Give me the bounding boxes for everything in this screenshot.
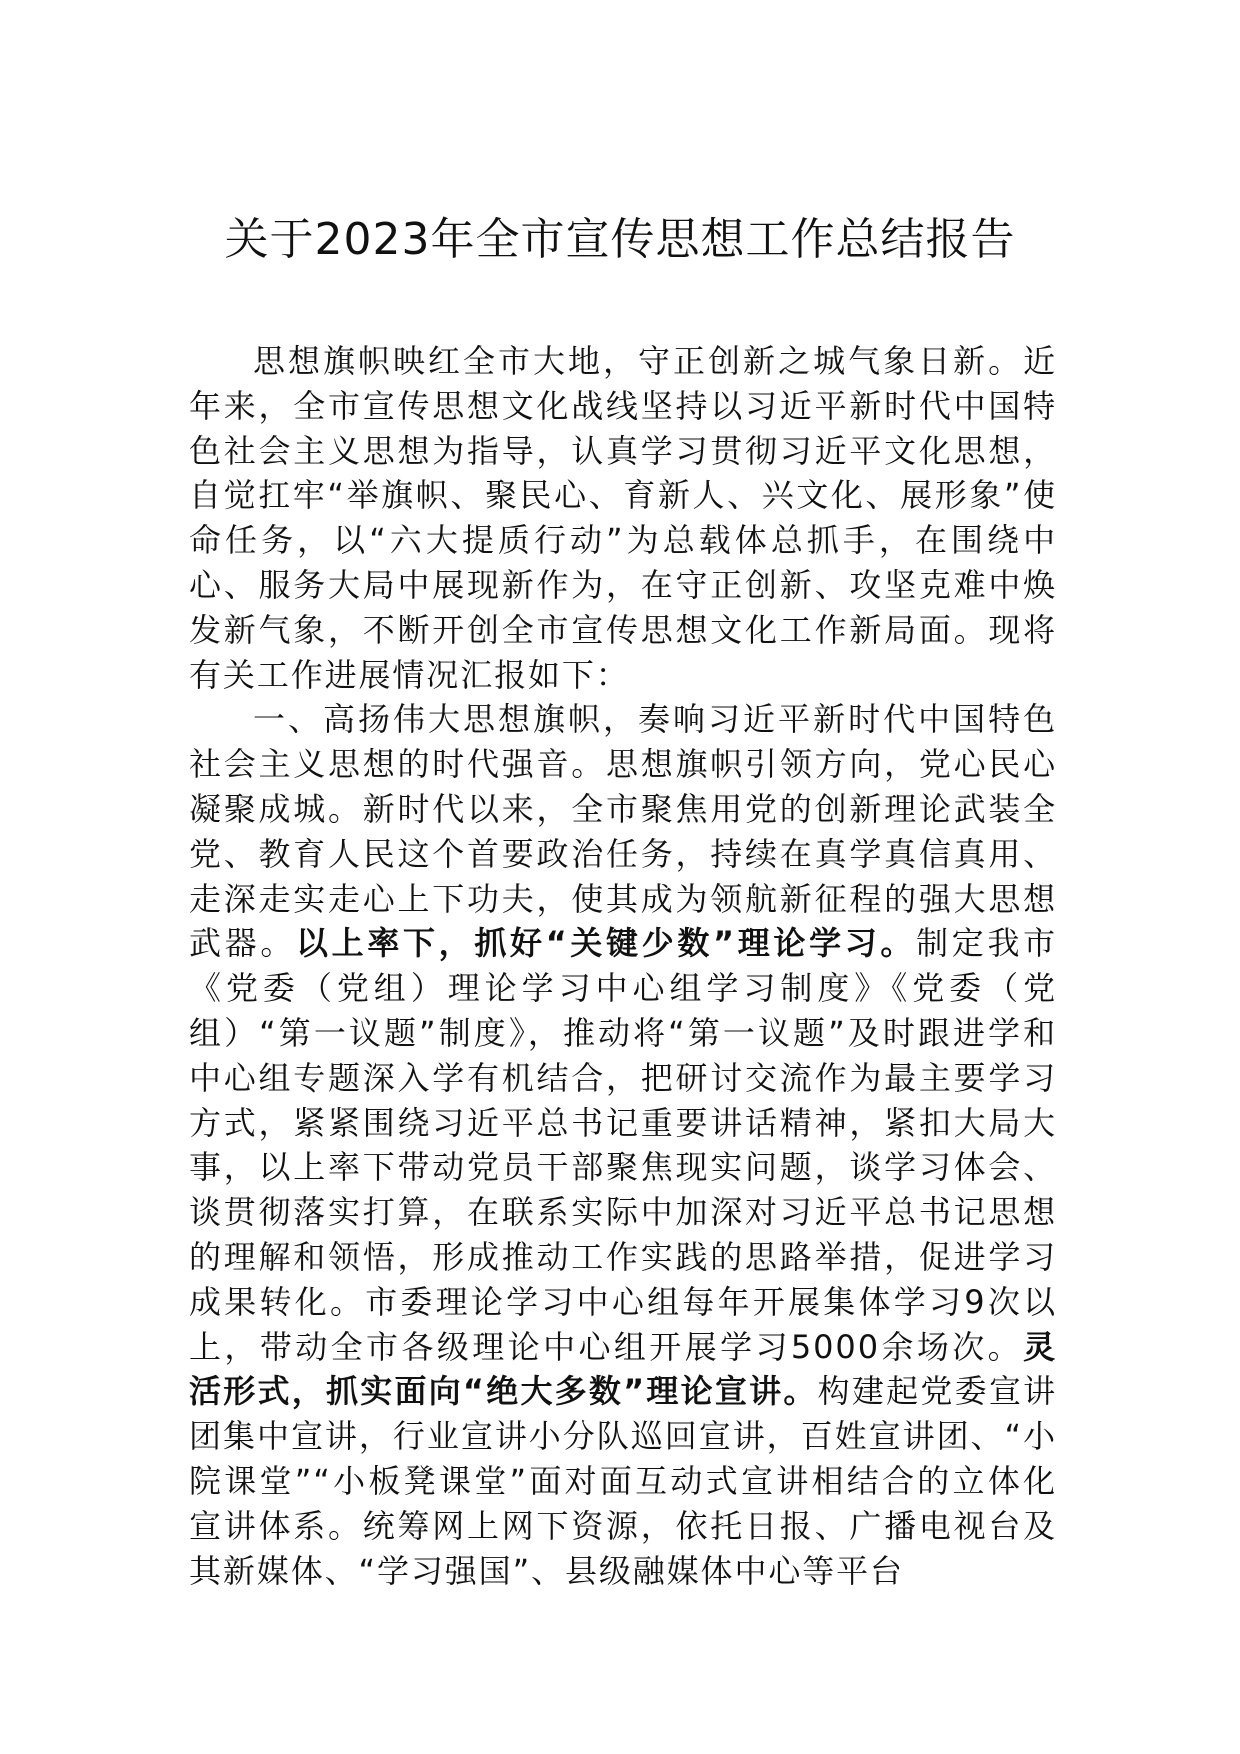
section-one-bold-1: 以上率下，抓好“关键少数”理论学习。	[296, 924, 917, 963]
document-title: 关于2023年全市宣传思想工作总结报告	[224, 214, 1016, 265]
section-one-text-3: 构建起党委宣讲团集中宣讲，行业宣讲小分队巡回宣讲，百姓宣讲团、“小院课堂”“小板凳课堂”面对面互动式宣讲相结合的立体化宣讲体系。统筹网上网下资源，依托日报、广播电视台及其新媒体、“学习强国”、县级融媒体中心等平台	[189, 1372, 1057, 1590]
intro-paragraph: 思想旗帜映红全市大地，守正创新之城气象日新。近年来，全市宣传思想文化战线坚持以习近平新时代中国特色社会主义思想为指导，认真学习贯彻习近平文化思想，自觉扛牢“举旗帜、聚民心、育新人、兴文化、展形象”使命任务，以“六大提质行动”为总载体总抓手，在围绕中心、服务大局中展现新作为，在守正创新、攻坚克难中焕发新气象，不断开创全市宣传思想文化工作新局面。现将有关工作进展情况汇报如下：	[189, 342, 1057, 694]
section-one-heading: 一、高扬伟大思想旗帜，	[253, 700, 639, 739]
document-body	[189, 339, 1057, 1593]
section-one-text-1: 思想旗帜引领方向，党心民心凝聚成城。新时代以来，全市聚焦用党的创新理论武装全党、教育人民这个首要政治任务，持续在真学真信真用、走深走实走心上下功夫，使其成为领航新征程的强大思想武器。	[189, 745, 1057, 963]
section-one-paragraph	[189, 697, 1057, 1593]
section-one-text-2: 制定我市《党委（党组）理论学习中心组学习制度》《党委（党组）“第一议题”制度》，推动将“第一议题”及时跟进学和中心组专题深入学有机结合，把研讨交流作为最主要学习方式，紧紧围绕习近平总书记重要讲话精神，紧扣大局大事，以上率下带动党员干部聚焦现实问题，谈学习体会、谈贯彻落实打算，在联系实际中加深对习近平总书记思想的理解和领悟，形成推动工作实践的思路举措，促进学习成果转化。市委理论学习中心组每年开展集体学习9次以上，带动全市各级理论中心组开展学习5000余场次。	[189, 924, 1058, 1366]
section-one-heading-bold: 奏响习近平新时代中国特色社会主义思想的时代强音。	[189, 700, 1057, 784]
section-one-bold-2: 灵活形式，抓实面向“绝大多数”理论宣讲。	[189, 1327, 1057, 1411]
